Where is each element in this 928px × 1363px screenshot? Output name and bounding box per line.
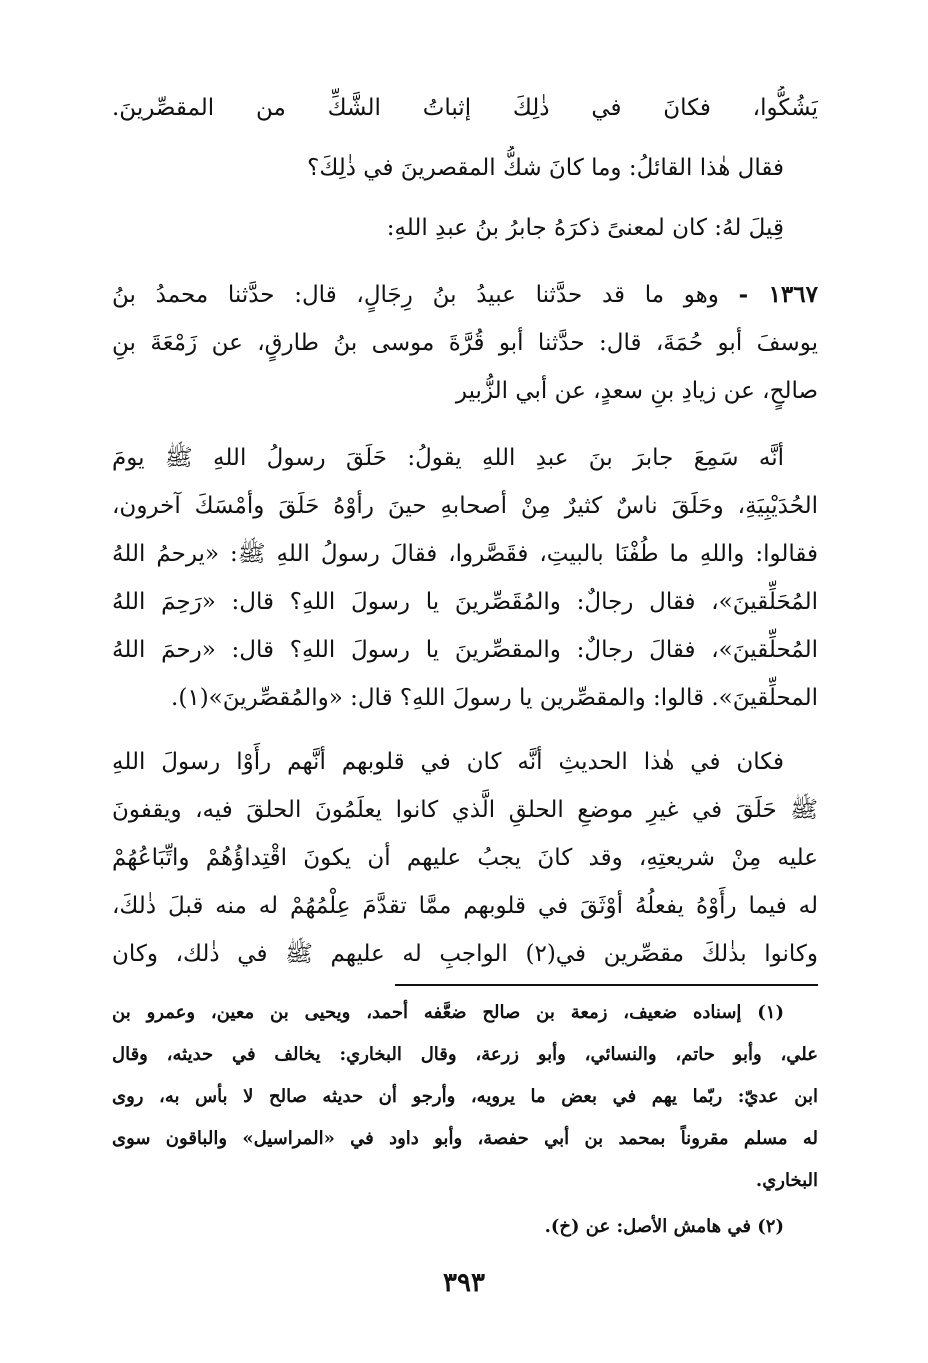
text-line-15: عليه مِنْ شريعتِهِ، وقد كانَ يجبُ عليهم أن يكونَ اقْتِداؤُهُمْ واتِّبَاعُهُمْ xyxy=(112,845,818,871)
text-line-14: ﷺ حَلَقَ في غيرِ موضعِ الحلقِ الَّذي كانوا يعلَمُونَ الحلقَ فيه، ويقفونَ xyxy=(112,797,818,823)
text-line-13: فكان في هٰذا الحديثِ أنَّه كان في قلوبهم أنَّهم رأَوْا رسولَ اللهِ xyxy=(112,749,784,775)
text-line-8: الحُدَيْبِيَةِ، وحَلَقَ ناسٌ كثيرٌ مِنْ أصحابهِ حينَ رأوْهُ حَلَقَ وأمْسَكَ آخرون، xyxy=(112,493,818,519)
footnote-line-5: البخاري. xyxy=(755,1170,818,1191)
footnote-line-6: (٢) في هامش الأصل: عن (خ). xyxy=(544,1216,784,1237)
text-line-1: يَشُكُّوا، فكانَ في ذٰلِكَ إثباتُ الشَّكِّ من المقصِّرينَ. xyxy=(112,95,818,121)
text-line-9: فقالوا: واللهِ ما طُفْنَا بالبيتِ، فقَصَّروا، فقالَ رسولُ اللهِ ﷺ: «يرحمُ اللهُ xyxy=(112,541,818,567)
text-line-6: صالحٍ، عن زيادِ بنِ سعدٍ، عن أبي الزُّبير xyxy=(455,378,818,404)
page-number: ٣٩٣ xyxy=(443,1268,485,1298)
footnote-divider xyxy=(395,984,818,986)
text-line-7: أنَّه سَمِعَ جابرَ بنَ عبدِ اللهِ يقولُ: حَلَقَ رسولُ اللهِ ﷺ يومَ xyxy=(112,445,784,471)
footnote-line-2: علي، وأبو حاتم، والنسائي، وأبو زرعة، وقال البخاري: يخالف في حديثه، وقال xyxy=(112,1044,818,1065)
footnote-line-1: (١) إسناده ضعيف، زمعة بن صالح ضعَّفه أحمد، ويحيى بن معين، وعمرو بن xyxy=(112,1002,784,1023)
text-line-5: يوسفَ أبو حُمَةَ، قال: حدَّثنا أبو قُرَّةَ موسى بنُ طارقٍ، عن زَمْعَةَ بنِ xyxy=(112,330,818,356)
text-line-2: فقال هٰذا القائلُ: وما كانَ شكُّ المقصرينَ في ذٰلِكَ؟ xyxy=(307,155,784,181)
text-line-16: له فيما رأَوْهُ يفعلُهُ أوْثَقَ في قلوبهم ممَّا تقدَّمَ عِلْمُهُمْ له منه قبلَ ذٰلكَ، xyxy=(112,893,818,919)
text-line-12: المحلِّقينَ». قالوا: والمقصِّرين يا رسولَ اللهِ؟ قال: «والمُقصِّرينَ»(١). xyxy=(171,685,818,711)
hadith-line-1 xyxy=(112,273,818,317)
text-line-3: قِيلَ لهُ: كان لمعنىً ذكرَهُ جابرُ بنُ عبدِ اللهِ: xyxy=(386,215,784,241)
text-line-11: المُحلِّقينَ»، فقالَ رجالٌ: والمقصِّرينَ يا رسولَ اللهِ؟ قال: «رحمَ اللهُ xyxy=(112,637,818,663)
text-line-17: وكانوا بذٰلكَ مقصِّرين في(٢) الواجبِ له عليهم ﷺ في ذٰلك، وكان xyxy=(112,941,818,967)
hadith-line-1-text: وهو ما قد حدَّثنا عبيدُ بنُ رِجَالٍ، قال: حدَّثنا محمدُ بنُ xyxy=(112,282,719,308)
footnote-line-3: ابن عديّ: ربّما يهم في بعض ما يرويه، وأرجو أن حديثه صالح لا بأس به، روى xyxy=(112,1086,818,1107)
text-line-10: المُحَلِّقينَ»، فقال رجالٌ: والمُقَصِّرينَ يا رسولَ اللهِ؟ قال: «رَحِمَ اللهُ xyxy=(112,589,818,615)
hadith-number: ١٣٦٧ - xyxy=(738,281,818,308)
footnote-line-4: له مسلم مقروناً بمحمد بن أبي حفصة، وأبو داود في «المراسيل» والباقون سوى xyxy=(112,1128,818,1149)
